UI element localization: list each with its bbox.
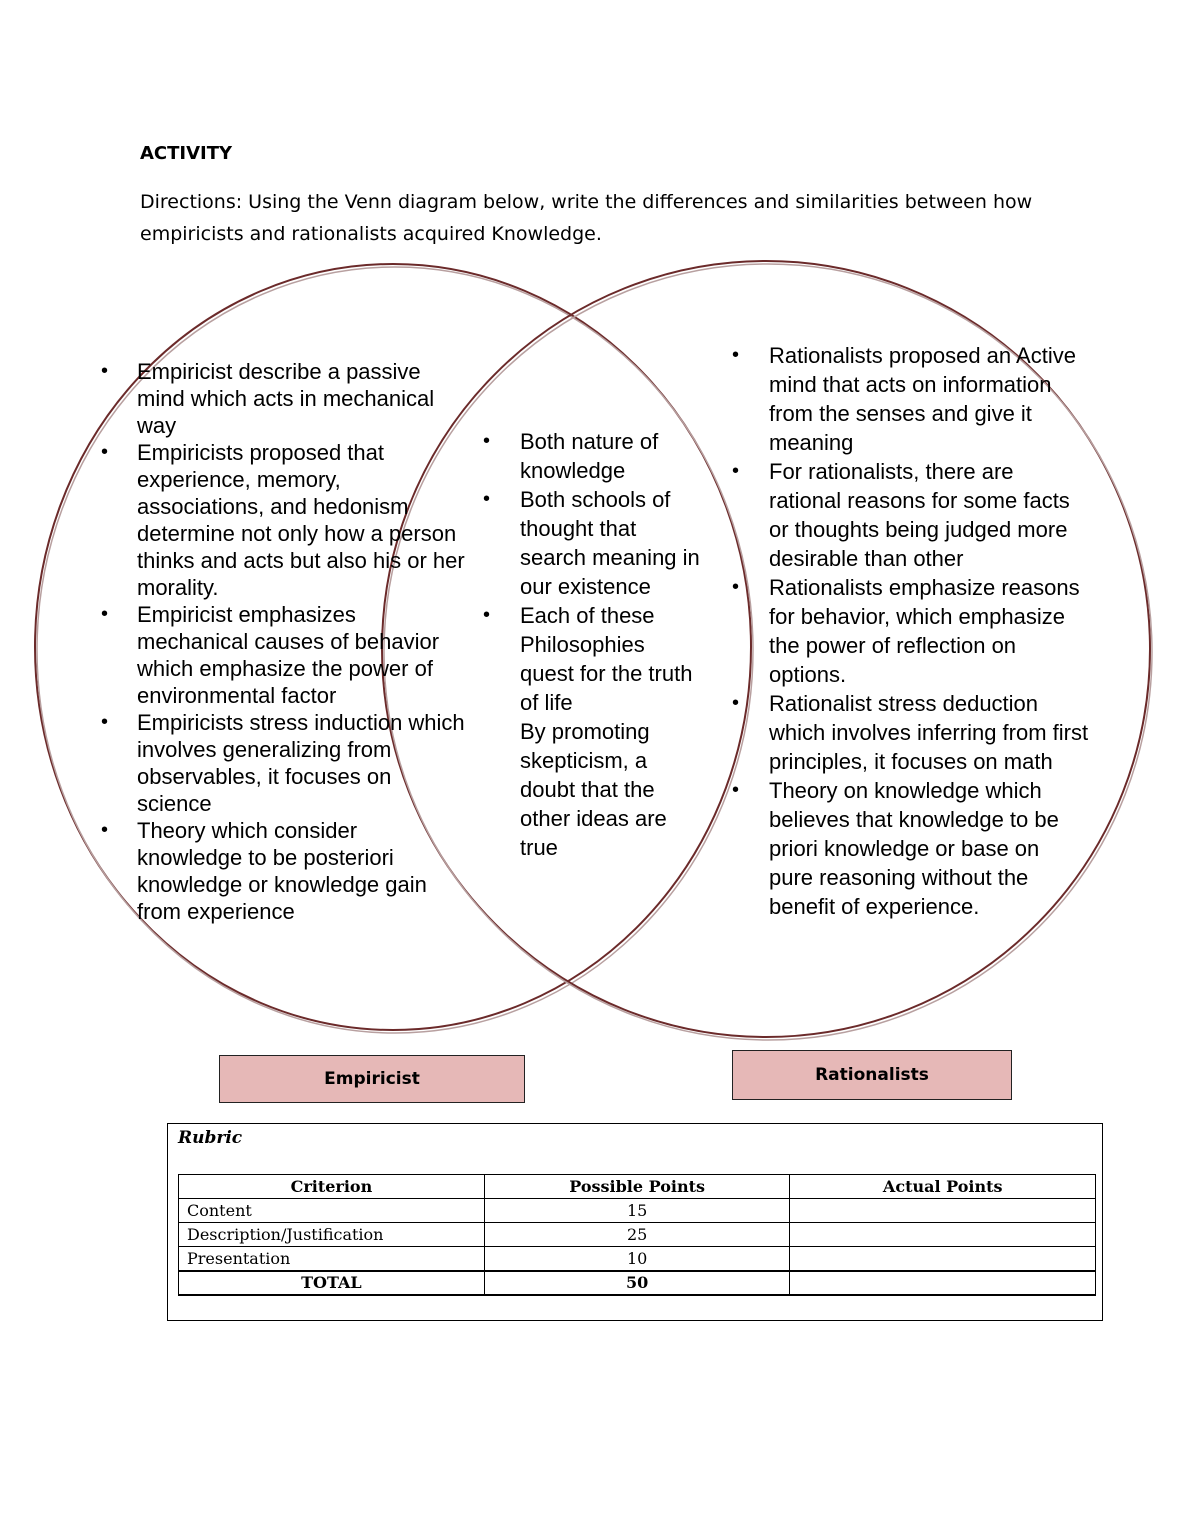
actual-points-cell[interactable] [790, 1223, 1096, 1247]
bullet: • [732, 779, 740, 801]
list-item: • For rationalists, there are rational reasons for some facts or thoughts being judged more desirable than other [732, 459, 1070, 571]
total-label: TOTAL [179, 1271, 485, 1295]
empiricist-label: Empiricist [219, 1055, 525, 1103]
bullet: • [483, 604, 491, 626]
header-possible-points: Possible Points [484, 1175, 790, 1199]
list-item: • Theory which consider knowledge to be posteriori knowledge or knowledge gain from experience [101, 818, 427, 924]
bullet: • [732, 460, 740, 482]
bullet: • [732, 576, 740, 598]
bullet: • [483, 430, 491, 452]
directions-text: Directions: Using the Venn diagram below, write the differences and similarities between how empiricists and rationalists acquired Knowledge. [140, 191, 1033, 245]
table-row [179, 1247, 1096, 1271]
rubric-title: Rubric [178, 1128, 243, 1148]
bullet: • [101, 711, 109, 733]
rationalists-label: Rationalists [732, 1050, 1012, 1100]
possible-points-cell: 10 [484, 1247, 790, 1271]
bullet: • [101, 603, 109, 625]
list-item: • Both schools of thought that search meaning in our existence [483, 487, 700, 599]
empiricist-list [101, 358, 467, 925]
criterion-cell: Content [179, 1199, 485, 1223]
list-item: • Empiricist describe a passive mind which acts in mechanical way [101, 359, 435, 438]
bullet: • [101, 360, 109, 382]
list-item: • Empiricists proposed that experience, memory, associations, and hedonism determine not only how a person thinks and acts but also his or her morality. [101, 440, 465, 600]
rubric-frame [167, 1123, 1103, 1321]
bullet: • [101, 441, 109, 463]
actual-points-cell[interactable] [790, 1247, 1096, 1271]
bullet: • [101, 819, 109, 841]
bullet: • [483, 488, 491, 510]
similarities-list [483, 427, 700, 717]
list-item: • Each of these Philosophies quest for the truth of life [483, 603, 693, 715]
criterion-cell: Presentation [179, 1247, 485, 1271]
total-actual-points[interactable] [790, 1271, 1096, 1295]
table-row [179, 1223, 1096, 1247]
bullet: • [732, 692, 740, 714]
header-criterion: Criterion [179, 1175, 485, 1199]
activity-heading: ACTIVITY [140, 143, 233, 164]
rubric-table [178, 1174, 1096, 1296]
bullet: • [732, 344, 740, 366]
list-item: • Theory on knowledge which believes that knowledge to be priori knowledge or base on pure reasoning without the benefit of experience. [732, 778, 1059, 919]
list-item: • Rationalist stress deduction which involves inferring from first principles, it focuses on math [732, 691, 1089, 774]
rationalists-list [732, 341, 1089, 921]
similarities-continuation: By promoting skepticism, a doubt that the other ideas are true [520, 719, 667, 860]
possible-points-cell: 25 [484, 1223, 790, 1247]
actual-points-cell[interactable] [790, 1199, 1096, 1223]
total-possible-points: 50 [484, 1271, 790, 1295]
list-item: • Rationalists proposed an Active mind that acts on information from the senses and give it meaning [732, 343, 1076, 455]
table-header-row [179, 1175, 1096, 1199]
list-item: • Empiricists stress induction which involves generalizing from observables, it focuses on science [101, 710, 465, 816]
total-row [179, 1271, 1096, 1295]
list-item: • Empiricist emphasizes mechanical causes of behavior which emphasize the power of environmental factor [101, 602, 440, 708]
table-row [179, 1199, 1096, 1223]
header-actual-points: Actual Points [790, 1175, 1096, 1199]
criterion-cell: Description/Justification [179, 1223, 485, 1247]
possible-points-cell: 15 [484, 1199, 790, 1223]
list-item: • Rationalists emphasize reasons for behavior, which emphasize the power of reflection on options. [732, 575, 1080, 687]
list-item: • Both nature of knowledge [483, 429, 659, 483]
